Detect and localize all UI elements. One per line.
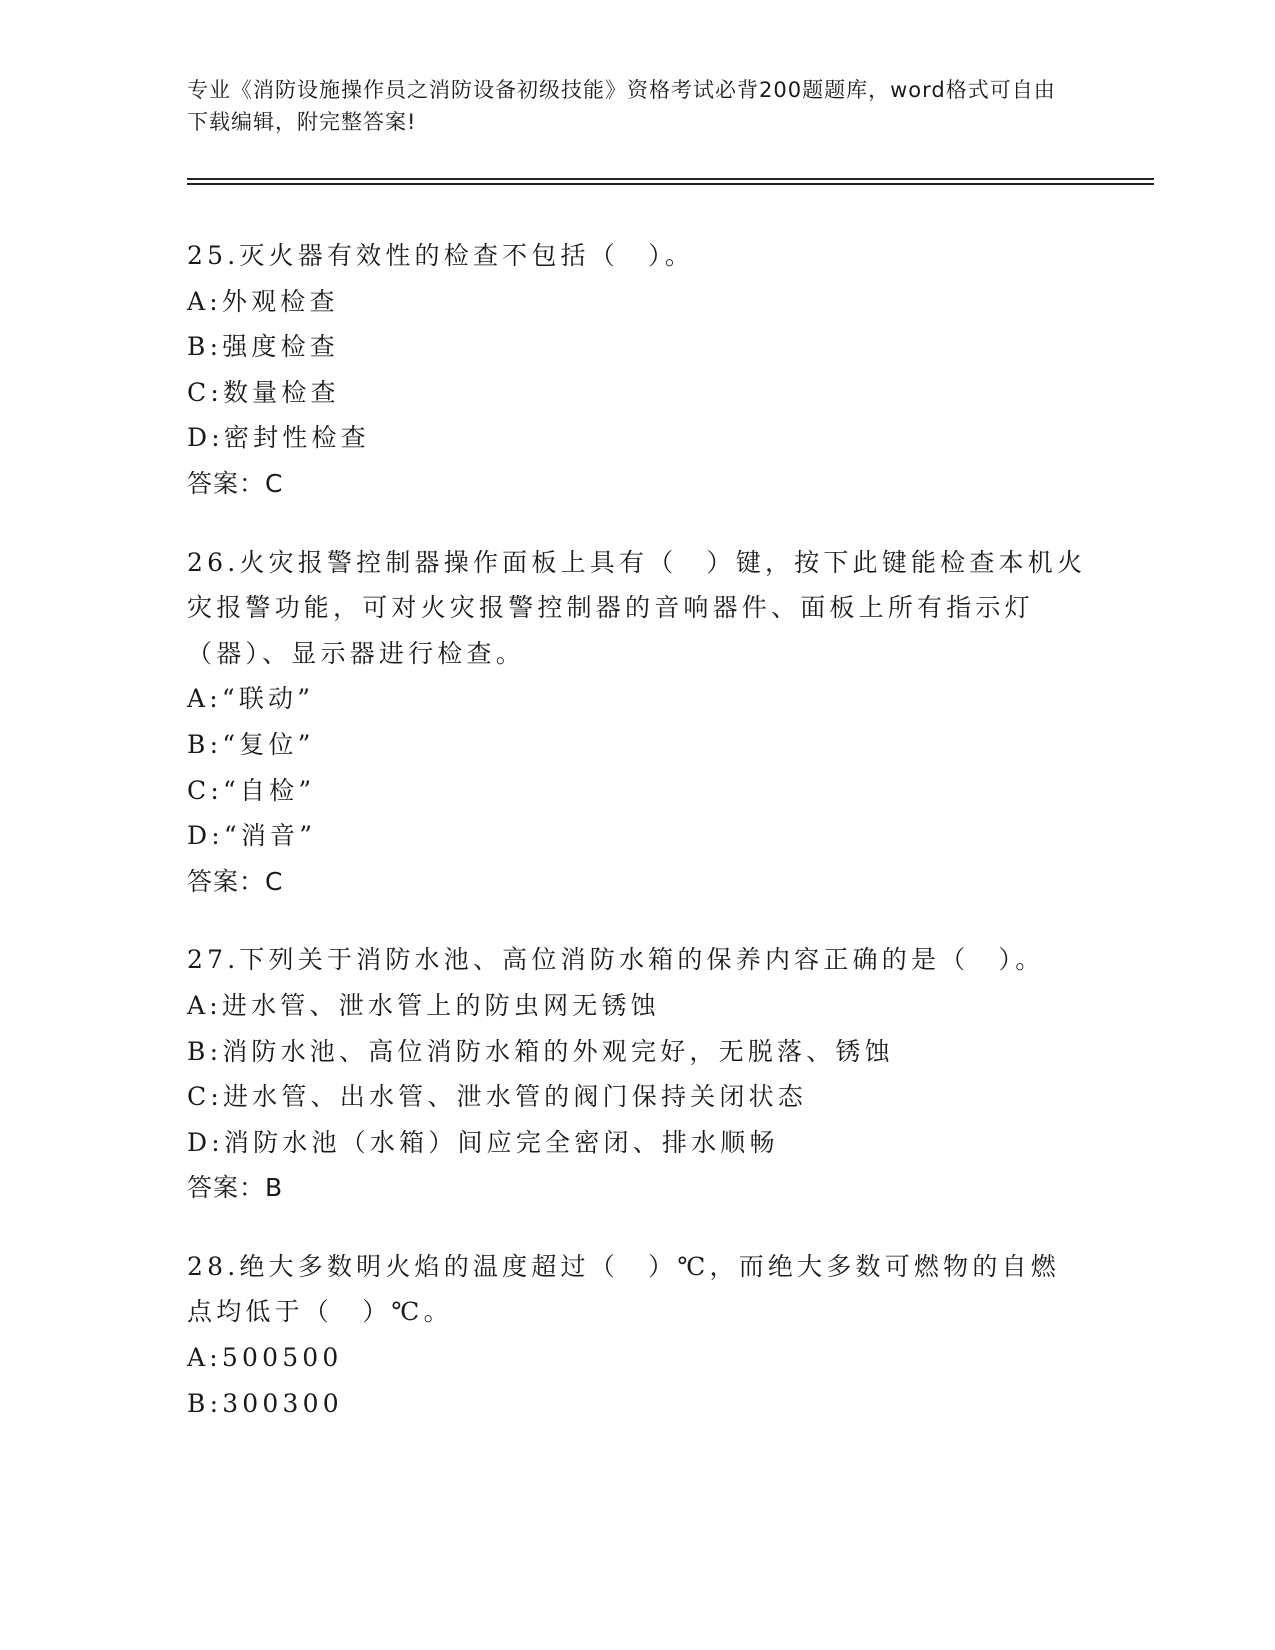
question-stem: 27.下列关于消防水池、高位消防水箱的保养内容正确的是（ ）。 bbox=[187, 945, 1045, 975]
option-d: D:“消音” bbox=[187, 821, 317, 851]
question-25 bbox=[187, 233, 1087, 507]
question-stem: 25.灭火器有效性的检查不包括（ ）。 bbox=[187, 241, 695, 270]
option-a: A:进水管、泄水管上的防虫网无锈蚀 bbox=[187, 990, 660, 1020]
question-27 bbox=[187, 937, 1087, 1211]
question-stem: 26.火灾报警控制器操作面板上具有（ ）键，按下此键能检查本机火灾报警功能，可对火灾报警控制器的音响器件、面板上所有指示灯（器）、显示器进行检查。 bbox=[187, 547, 1087, 668]
document-header: 专业《消防设施操作员之消防设备初级技能》资格考试必背200题题库，word格式可自由下载编辑，附完整答案! bbox=[187, 78, 1056, 134]
option-c: C:数量检查 bbox=[187, 377, 340, 407]
option-b: B:300300 bbox=[187, 1388, 343, 1418]
option-b: B:“复位” bbox=[187, 729, 315, 759]
answer-label: 答案：B bbox=[187, 1173, 284, 1203]
option-a: A:500500 bbox=[187, 1343, 343, 1373]
header-divider-bottom bbox=[187, 183, 1154, 185]
answer-label: 答案：C bbox=[187, 866, 284, 896]
option-d: D:密封性检查 bbox=[187, 423, 370, 453]
question-26 bbox=[187, 540, 1087, 905]
option-c: C:进水管、出水管、泄水管的阀门保持关闭状态 bbox=[187, 1082, 807, 1112]
option-c: C:“自检” bbox=[187, 775, 316, 805]
option-b: B:强度检查 bbox=[187, 332, 339, 362]
option-a: A:外观检查 bbox=[187, 286, 339, 316]
question-28 bbox=[187, 1244, 1087, 1426]
option-b: B:消防水池、高位消防水箱的外观完好，无脱落、锈蚀 bbox=[187, 1036, 894, 1066]
option-d: D:消防水池（水箱）间应完全密闭、排水顺畅 bbox=[187, 1127, 779, 1157]
header-divider-top bbox=[187, 178, 1154, 180]
option-a: A:“联动” bbox=[187, 684, 315, 714]
question-stem: 28.绝大多数明火焰的温度超过（ ）℃，而绝大多数可燃物的自燃点均低于（ ）℃。 bbox=[187, 1251, 1060, 1327]
question-list bbox=[187, 233, 1087, 1459]
answer-label: 答案：C bbox=[187, 468, 284, 498]
